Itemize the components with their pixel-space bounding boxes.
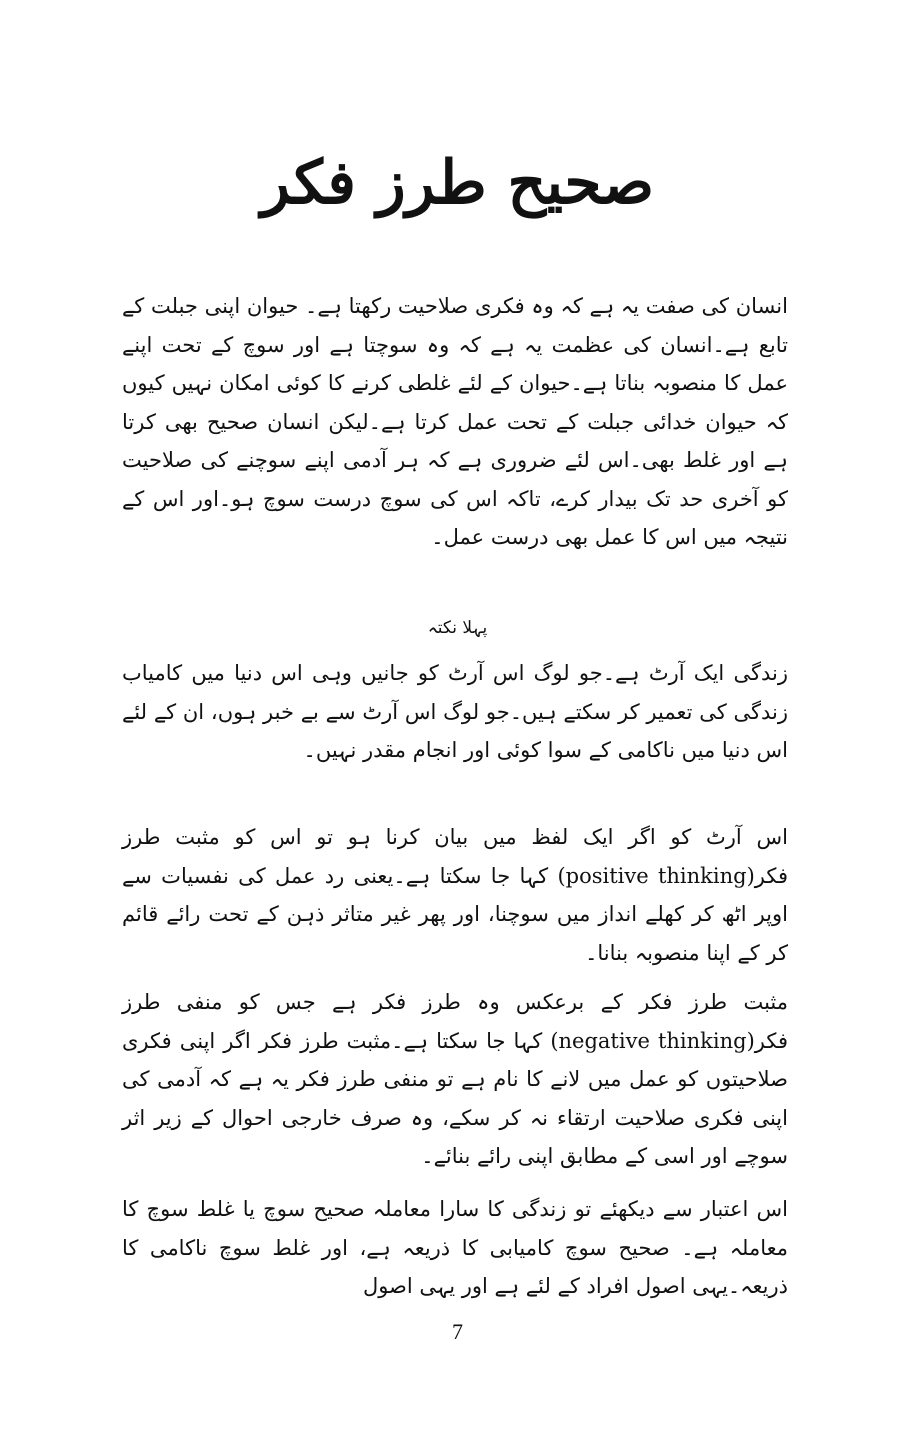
paragraph-text: انسان کی صفت یہ ہے کہ وہ فکری صلاحیت رکھتا ہے۔ حیوان اپنی جبلت کے تابع ہے۔انسان کی عظمت یہ ہے کہ وہ سوچتا ہے اور سوچ کے تحت اپنے عمل کا منصوبہ بناتا ہے۔حیوان کے لئے غلطی کرنے کا کوئی امکان نہیں کیوں کہ حیوان خدائی جبلت کے تحت عمل کرتا ہے۔لیکن انسان صحیح بھی کرتا ہے اور غلط بھی۔اس لئے ضروری ہے کہ ہر آدمی اپنے سوچنے کی صلاحیت کو آخری حد تک بیدار کرے، تاکہ اس کی سوچ درست سوچ ہو۔اور اس کے نتیجہ میں اس کا عمل بھی درست عمل۔: [122, 294, 788, 549]
paragraph-intro: [122, 287, 788, 557]
page-title: صحیح طرز فکر: [260, 148, 655, 218]
paragraph-text: زندگی ایک آرٹ ہے۔جو لوگ اس آرٹ کو جانیں وہی اس دنیا میں کامیاب زندگی کی تعمیر کر سکتے ہیں۔جو لوگ اس آرٹ سے بے خبر ہوں، ان کے لئے اس دنیا میں ناکامی کے سوا کوئی اور انجام مقدر نہیں۔: [122, 661, 788, 762]
text-run: اس آرٹ کو اگر ایک لفظ میں بیان کرنا ہو تو اس کو مثبت طرز فکر: [122, 825, 788, 888]
paragraph-text: [122, 983, 788, 1176]
paragraph-life-art: [122, 654, 788, 770]
paragraph-negative-thinking: [122, 983, 788, 1176]
page-number: 7: [452, 1319, 463, 1344]
text-run: مثبت طرز فکر کے برعکس وہ طرز فکر ہے جس کو منفی طرز فکر: [122, 990, 788, 1053]
paragraph-conclusion: [122, 1190, 788, 1306]
text-run: کہا جا سکتا ہے۔یعنی رد عمل کی نفسیات سے اوپر اٹھ کر کھلے انداز میں سوچنا، اور پھر غیر متاثر ذہن کے تحت رائے قائم کر کے اپنا منصوبہ بنانا۔: [122, 863, 788, 965]
english-term: (positive thinking): [557, 863, 755, 888]
text-run: کہا جا سکتا ہے۔مثبت طرز فکر اگر اپنی فکری صلاحیتوں کو عمل میں لانے کا نام ہے تو منفی طرز فکر یہ ہے کہ آدمی کی اپنی فکری صلاحیت ارتقاء نہ کر سکے، وہ صرف خارجی احوال کے زیر اثر سوچے اور اسی کے مطابق اپنی رائے بنائے۔: [122, 1028, 788, 1168]
paragraph-text: [122, 818, 788, 972]
section-heading: پہلا نکتہ: [427, 618, 488, 638]
english-term: (negative thinking): [550, 1028, 755, 1053]
paragraph-positive-thinking: [122, 818, 788, 972]
paragraph-text: اس اعتبار سے دیکھئے تو زندگی کا سارا معاملہ صحیح سوچ یا غلط سوچ کا معاملہ ہے۔ صحیح سوچ کامیابی کا ذریعہ ہے، اور غلط سوچ ناکامی کا ذریعہ۔یہی اصول افراد کے لئے ہے اور یہی اصول: [122, 1197, 788, 1298]
